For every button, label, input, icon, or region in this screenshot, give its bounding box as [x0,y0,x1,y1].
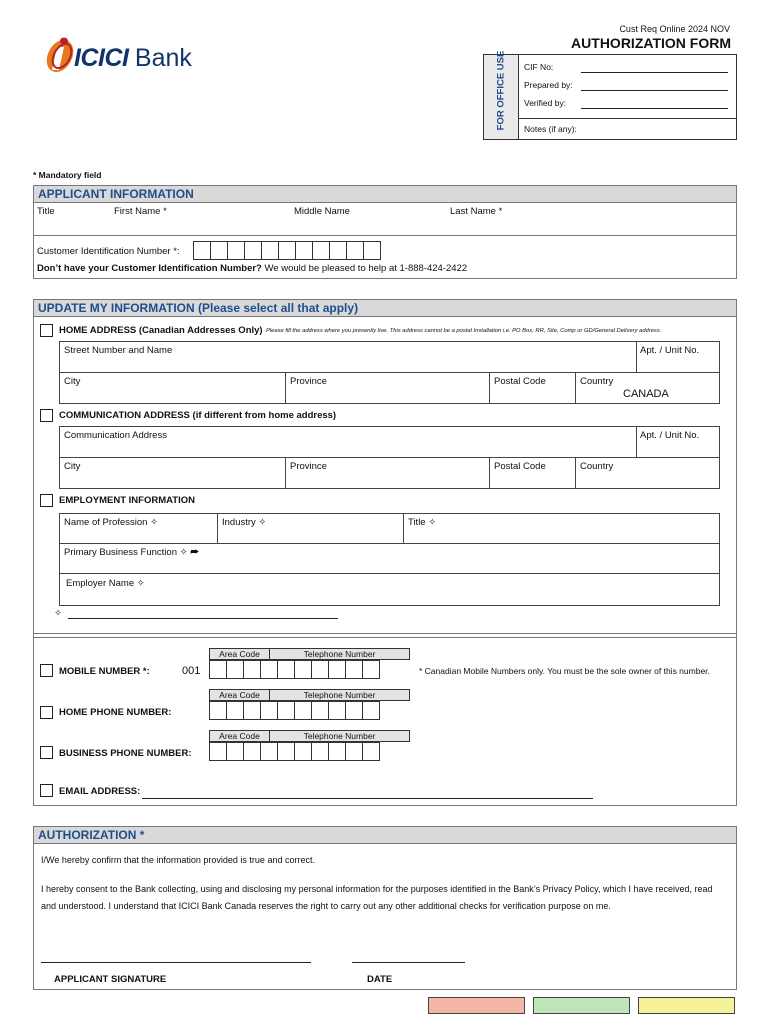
footnote-line [68,618,338,619]
industry-label: Industry ✧ [222,517,267,528]
business-area-code-header: Area Code [209,730,270,742]
mobile-prefix: 001 [182,665,201,677]
name-divider [34,235,736,236]
home-country-field[interactable] [575,372,720,404]
authorization-section [33,844,737,990]
title-label: Title [37,206,55,217]
authorization-consent: I hereby consent to the Bank collecting, using and disclosing my personal information for the purposes identified in the Bank’s Privacy Policy, which I have received, read and understood. I understand that ICICI Bank Canada reserves the right to carry out any other additional checks for verification purpose on me. [41,884,713,911]
home-street-label: Street Number and Name [64,345,173,356]
verified-field[interactable] [581,108,728,109]
swatch-red-button[interactable] [428,997,525,1014]
employer-field[interactable] [59,573,720,606]
comm-province-field[interactable] [285,457,490,489]
employment-label: EMPLOYMENT INFORMATION [59,495,195,506]
prepared-field[interactable] [581,90,728,91]
home-address-note: Please fill the address where you presently live. This address cannot be a postal Installation i.e. PO Box, RR, Site, Comp or GD/General Delivery address. [266,328,662,334]
business-phone-checkbox[interactable] [40,746,53,759]
prepared-label: Prepared by: [524,80,573,90]
home-country-label: Country [580,376,614,387]
comm-province-label: Province [290,461,327,472]
home-apt-label: Apt. / Unit No. [640,345,700,356]
home-apt-field[interactable] [636,341,720,373]
office-use-label-cell [484,50,519,139]
comm-address-field-label: Communication Address [64,430,167,441]
mobile-label: MOBILE NUMBER *: [59,666,150,677]
comm-postal-field[interactable] [489,457,576,489]
cin-label: Customer Identification Number *: [37,246,180,257]
swatch-green-button[interactable] [533,997,630,1014]
last-name-label: Last Name * [450,206,503,217]
date-line[interactable] [352,962,465,963]
section-divider [34,633,736,634]
logo-bank-word: Bank [134,44,192,72]
cif-label: CIF No: [524,62,554,72]
cin-help [37,263,467,274]
mandatory-note: * Mandatory field [33,170,102,180]
home-address-checkbox[interactable] [40,324,53,337]
comm-country-field[interactable] [575,457,720,489]
name-fields[interactable] [34,217,736,235]
home-area-code-header: Area Code [209,689,270,701]
cin-input[interactable] [194,241,381,260]
authorization-confirm: I/We hereby confirm that the information provided is true and correct. [41,855,315,865]
profession-field[interactable] [59,513,218,544]
home-city-field[interactable] [59,372,286,404]
section-divider-2 [34,637,736,638]
home-telephone-header: Telephone Number [269,689,410,701]
comm-address-label: COMMUNICATION ADDRESS (if different from home address) [59,410,337,421]
cin-help-text: We would be pleased to help at 1-888-424-2422 [264,263,468,274]
home-phone-checkbox[interactable] [40,706,53,719]
email-field[interactable] [142,798,593,799]
mobile-area-code-header: Area Code [209,648,270,660]
industry-field[interactable] [217,513,404,544]
authorization-heading: AUTHORIZATION * [33,826,737,844]
comm-address-field[interactable] [59,426,637,458]
middle-name-label: Middle Name [294,206,350,217]
comm-country-label: Country [580,461,614,472]
mobile-note: * Canadian Mobile Numbers only. You must be the sole owner of this number. [419,666,710,676]
home-province-field[interactable] [285,372,490,404]
bank-logo [40,34,240,80]
verified-label: Verified by: [524,98,567,108]
form-title: AUTHORIZATION FORM [571,35,731,51]
office-use-box [483,50,737,140]
signature-label: APPLICANT SIGNATURE [54,974,167,985]
home-phone-label: HOME PHONE NUMBER: [59,707,172,718]
applicant-section [33,203,737,279]
home-phone-input[interactable] [210,701,380,720]
date-label: DATE [367,974,393,985]
comm-address-checkbox[interactable] [40,409,53,422]
comm-city-field[interactable] [59,457,286,489]
signature-line[interactable] [41,962,311,963]
business-function-label: Primary Business Function ✧ ⮫ [64,547,200,558]
logo-wordmark [74,44,192,73]
cin-help-question: Don’t have your Customer Identification Number? [37,263,262,274]
home-province-label: Province [290,376,327,387]
emp-title-field[interactable] [403,513,720,544]
footnote-symbol: ✧ [54,608,62,619]
notes-divider [519,118,737,119]
swatch-yellow-button[interactable] [638,997,735,1014]
home-postal-label: Postal Code [494,376,546,387]
employment-checkbox[interactable] [40,494,53,507]
employer-label: Employer Name ✧ [66,578,145,589]
business-function-field[interactable] [59,543,720,574]
first-name-label: First Name * [114,206,167,217]
update-heading: UPDATE MY INFORMATION (Please select all that apply) [33,299,737,317]
profession-label: Name of Profession ✧ [64,517,159,528]
update-section [33,317,737,806]
comm-city-label: City [64,461,81,472]
logo-mark-icon [40,34,78,76]
office-use-label: FOR OFFICE USE [495,50,507,131]
comm-apt-field[interactable] [636,426,720,458]
home-city-label: City [64,376,81,387]
business-phone-label: BUSINESS PHONE NUMBER: [59,748,192,759]
mobile-telephone-header: Telephone Number [269,648,410,660]
home-country-value: CANADA [623,388,669,400]
mobile-checkbox[interactable] [40,664,53,677]
comm-postal-label: Postal Code [494,461,546,472]
home-street-field[interactable] [59,341,637,373]
mobile-number-input[interactable] [210,660,380,679]
home-address-label: HOME ADDRESS (Canadian Addresses Only) [59,325,263,336]
emp-title-label: Title ✧ [408,517,437,528]
notes-label: Notes (if any): [524,124,577,134]
cif-field[interactable] [581,72,728,73]
email-checkbox[interactable] [40,784,53,797]
home-postal-field[interactable] [489,372,576,404]
logo-brand-word: ICICI [74,44,129,72]
email-label: EMAIL ADDRESS: [59,786,141,797]
comm-apt-label: Apt. / Unit No. [640,430,700,441]
business-telephone-header: Telephone Number [269,730,410,742]
form-code: Cust Req Online 2024 NOV [619,24,730,34]
business-phone-input[interactable] [210,742,380,761]
applicant-heading: APPLICANT INFORMATION [33,185,737,203]
